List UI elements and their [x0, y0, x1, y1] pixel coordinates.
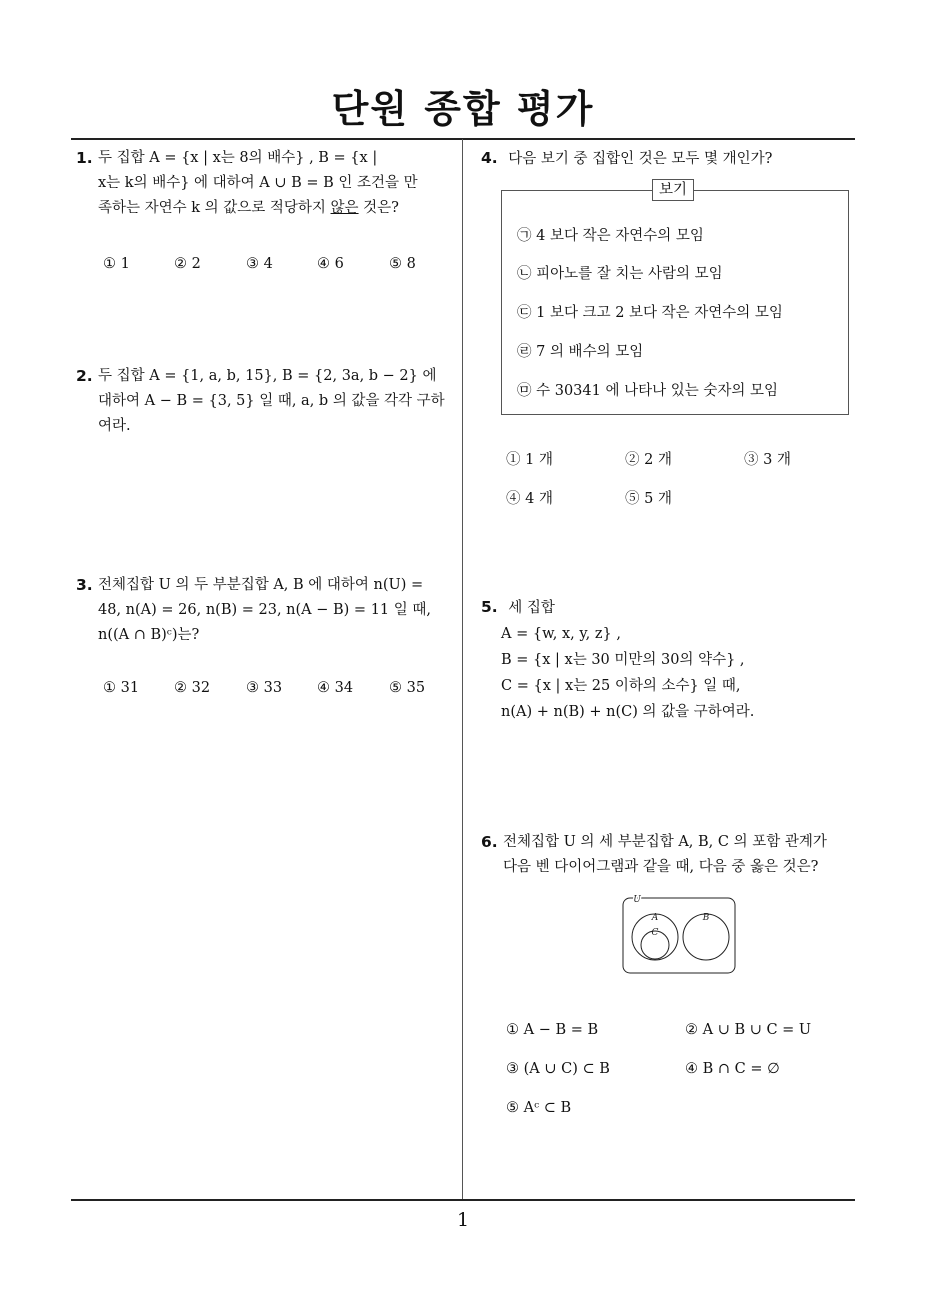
question-5: [481, 595, 861, 621]
venn-label-b: B: [702, 913, 710, 923]
example-item: ㉢ 1 보다 크고 2 보다 작은 자연수의 모임: [517, 305, 783, 321]
question-line: 두 집합 A = {1, a, b, 15}, B = {2, 3a, b − 2} 에: [98, 368, 437, 384]
venn-diagram: [620, 890, 740, 980]
example-item: ㉣ 7 의 배수의 모임: [517, 344, 644, 360]
question-3: [76, 573, 456, 643]
example-box-label: 보기: [652, 179, 694, 201]
question-number: 3.: [76, 576, 93, 594]
column-divider: [462, 139, 463, 1200]
choice-1[interactable]: ① 1: [103, 256, 130, 272]
question-text: [98, 573, 431, 648]
choice-5[interactable]: ⑤ 8: [389, 256, 416, 272]
question-number: 4.: [481, 149, 498, 167]
choice-2[interactable]: ② 2 개: [625, 452, 672, 468]
choice-3[interactable]: ③ (A ∪ C) ⊂ B: [506, 1061, 610, 1077]
question-number: 2.: [76, 367, 93, 385]
question-line: 전체집합 U 의 세 부분집합 A, B, C 의 포함 관계가: [503, 834, 827, 850]
question-line: n(A) + n(B) + n(C) 의 값을 구하여라.: [501, 704, 755, 720]
page-title: 단원 종합 평가: [331, 87, 595, 131]
page-number: 1: [456, 1209, 470, 1231]
set-definition: B = {x | x는 30 미만의 30의 약수} ,: [501, 652, 745, 668]
choice-2[interactable]: ② A ∪ B ∪ C = U: [685, 1022, 812, 1038]
choice-3[interactable]: ③ 33: [246, 680, 283, 696]
question-text: [98, 146, 418, 221]
question-text: 다음 보기 중 집합인 것은 모두 몇 개인가?: [508, 151, 773, 167]
set-definition: C = {x | x는 25 이하의 소수} 일 때,: [501, 678, 741, 694]
question-line: 두 집합 A = {x | x는 8의 배수} , B = {x |: [98, 150, 378, 166]
question-text: 세 집합: [508, 600, 555, 616]
question-line: 48, n(A) = 26, n(B) = 23, n(A − B) = 11 일 때,: [98, 602, 431, 618]
question-line: 다음 벤 다이어그램과 같을 때, 다음 중 옳은 것은?: [503, 859, 819, 875]
footer-rule: [71, 1199, 855, 1201]
question-number: 5.: [481, 598, 498, 616]
question-line: n((A ∩ B)ᶜ)는?: [98, 627, 200, 643]
choice-1[interactable]: ① 1 개: [506, 452, 553, 468]
choice-5[interactable]: ⑤ 35: [389, 680, 426, 696]
universal-set-rect: [623, 898, 735, 973]
question-text: [503, 830, 827, 880]
question-line: x는 k의 배수} 에 대하여 A ∪ B = B 인 조건을 만: [98, 175, 418, 191]
question-2: [76, 364, 456, 434]
choice-1[interactable]: ① A − B = B: [506, 1022, 599, 1038]
question-text: [98, 364, 445, 439]
choice-4[interactable]: ④ B ∩ C = ∅: [685, 1061, 780, 1077]
question-5-sets: [501, 621, 861, 725]
choice-4[interactable]: ④ 6: [317, 256, 344, 272]
question-4: [481, 146, 861, 172]
venn-label-u: U: [633, 895, 641, 905]
question-line: 대하여 A − B = {3, 5} 일 때, a, b 의 값을 각각 구하: [98, 393, 445, 409]
header-rule: [71, 138, 855, 140]
venn-label-c: C: [651, 928, 659, 938]
example-item: ㉤ 수 30341 에 나타나 있는 숫자의 모임: [517, 383, 778, 399]
example-item: ㉡ 피아노를 잘 치는 사람의 모임: [517, 266, 723, 282]
question-number: 1.: [76, 149, 93, 167]
question-1: [76, 146, 456, 216]
choice-1[interactable]: ① 31: [103, 680, 140, 696]
venn-label-a: A: [651, 913, 659, 923]
question-line: 여라.: [98, 418, 131, 434]
question-line: 전체집합 U 의 두 부분집합 A, B 에 대하여 n(U) =: [98, 577, 424, 593]
question-line: 족하는 자연수 k 의 값으로 적당하지 않은 것은?: [98, 200, 399, 216]
emphasis-underline: 않은: [330, 200, 359, 216]
question-6: [481, 830, 861, 875]
example-item: ㉠ 4 보다 작은 자연수의 모임: [517, 228, 704, 244]
choice-5[interactable]: ⑤ 5 개: [625, 491, 672, 507]
choice-3[interactable]: ③ 3 개: [744, 452, 791, 468]
choice-5[interactable]: ⑤ Aᶜ ⊂ B: [506, 1100, 572, 1116]
set-definition: A = {w, x, y, z} ,: [501, 626, 621, 642]
choice-4[interactable]: ④ 4 개: [506, 491, 553, 507]
choice-2[interactable]: ② 2: [174, 256, 201, 272]
choice-4[interactable]: ④ 34: [317, 680, 354, 696]
choice-3[interactable]: ③ 4: [246, 256, 273, 272]
choice-2[interactable]: ② 32: [174, 680, 211, 696]
question-number: 6.: [481, 833, 498, 851]
